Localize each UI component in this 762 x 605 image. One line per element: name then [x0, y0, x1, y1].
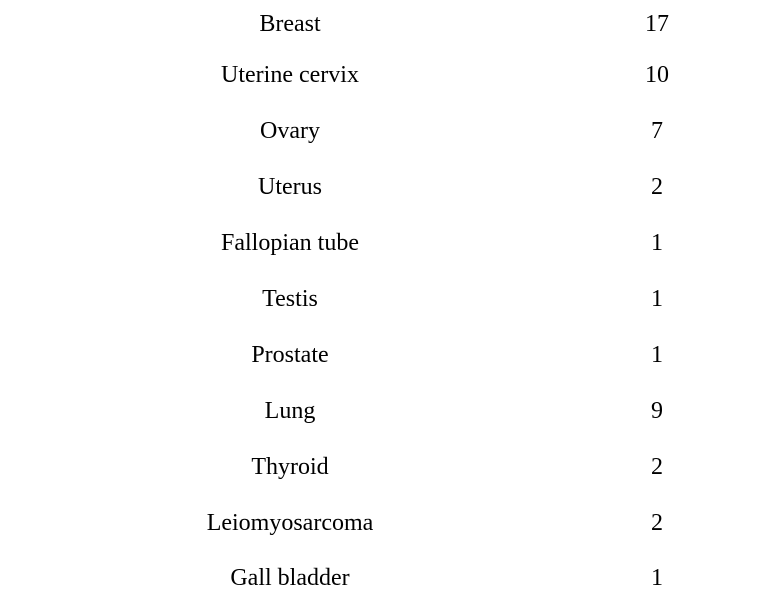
table-row	[0, 271, 762, 327]
count-value: 1	[651, 230, 663, 256]
count-cell	[580, 0, 762, 47]
site-cell	[0, 271, 580, 327]
table-row	[0, 103, 762, 159]
site-cell	[0, 215, 580, 271]
table-row	[0, 0, 762, 47]
site-label: Uterus	[258, 174, 322, 200]
count-cell	[580, 495, 762, 551]
count-cell	[580, 159, 762, 215]
count-cell	[580, 47, 762, 103]
count-cell	[580, 551, 762, 605]
table-row	[0, 495, 762, 551]
site-label: Breast	[259, 10, 321, 37]
site-label: Lung	[264, 398, 316, 424]
site-label: Fallopian tube	[221, 230, 359, 256]
count-value: 10	[645, 62, 669, 88]
table-row	[0, 159, 762, 215]
count-value: 1	[651, 565, 663, 591]
count-value: 2	[651, 174, 663, 200]
table-row	[0, 439, 762, 495]
site-cell	[0, 551, 580, 605]
site-label: Leiomyosarcoma	[206, 510, 374, 536]
count-cell	[580, 439, 762, 495]
count-value: 7	[651, 118, 663, 144]
site-label: Testis	[262, 286, 318, 312]
count-value: 2	[651, 510, 663, 536]
site-cell	[0, 327, 580, 383]
count-value: 2	[651, 454, 663, 480]
count-value: 1	[651, 342, 663, 368]
site-cell	[0, 103, 580, 159]
site-label: Thyroid	[251, 454, 329, 480]
site-cell	[0, 0, 580, 47]
site-cell	[0, 159, 580, 215]
count-value: 17	[645, 10, 669, 37]
count-cell	[580, 103, 762, 159]
table-row	[0, 215, 762, 271]
count-cell	[580, 215, 762, 271]
count-value: 1	[651, 286, 663, 312]
count-cell	[580, 327, 762, 383]
count-cell	[580, 383, 762, 439]
table-row	[0, 47, 762, 103]
site-cell	[0, 495, 580, 551]
site-label: Uterine cervix	[221, 62, 359, 88]
table-row	[0, 327, 762, 383]
site-label: Gall bladder	[230, 565, 350, 591]
site-cell	[0, 383, 580, 439]
count-cell	[580, 271, 762, 327]
site-label: Prostate	[251, 342, 329, 368]
table-row	[0, 383, 762, 439]
site-cell	[0, 47, 580, 103]
table-row	[0, 551, 762, 605]
site-label: Ovary	[260, 118, 320, 144]
count-value: 9	[651, 398, 663, 424]
site-cell	[0, 439, 580, 495]
